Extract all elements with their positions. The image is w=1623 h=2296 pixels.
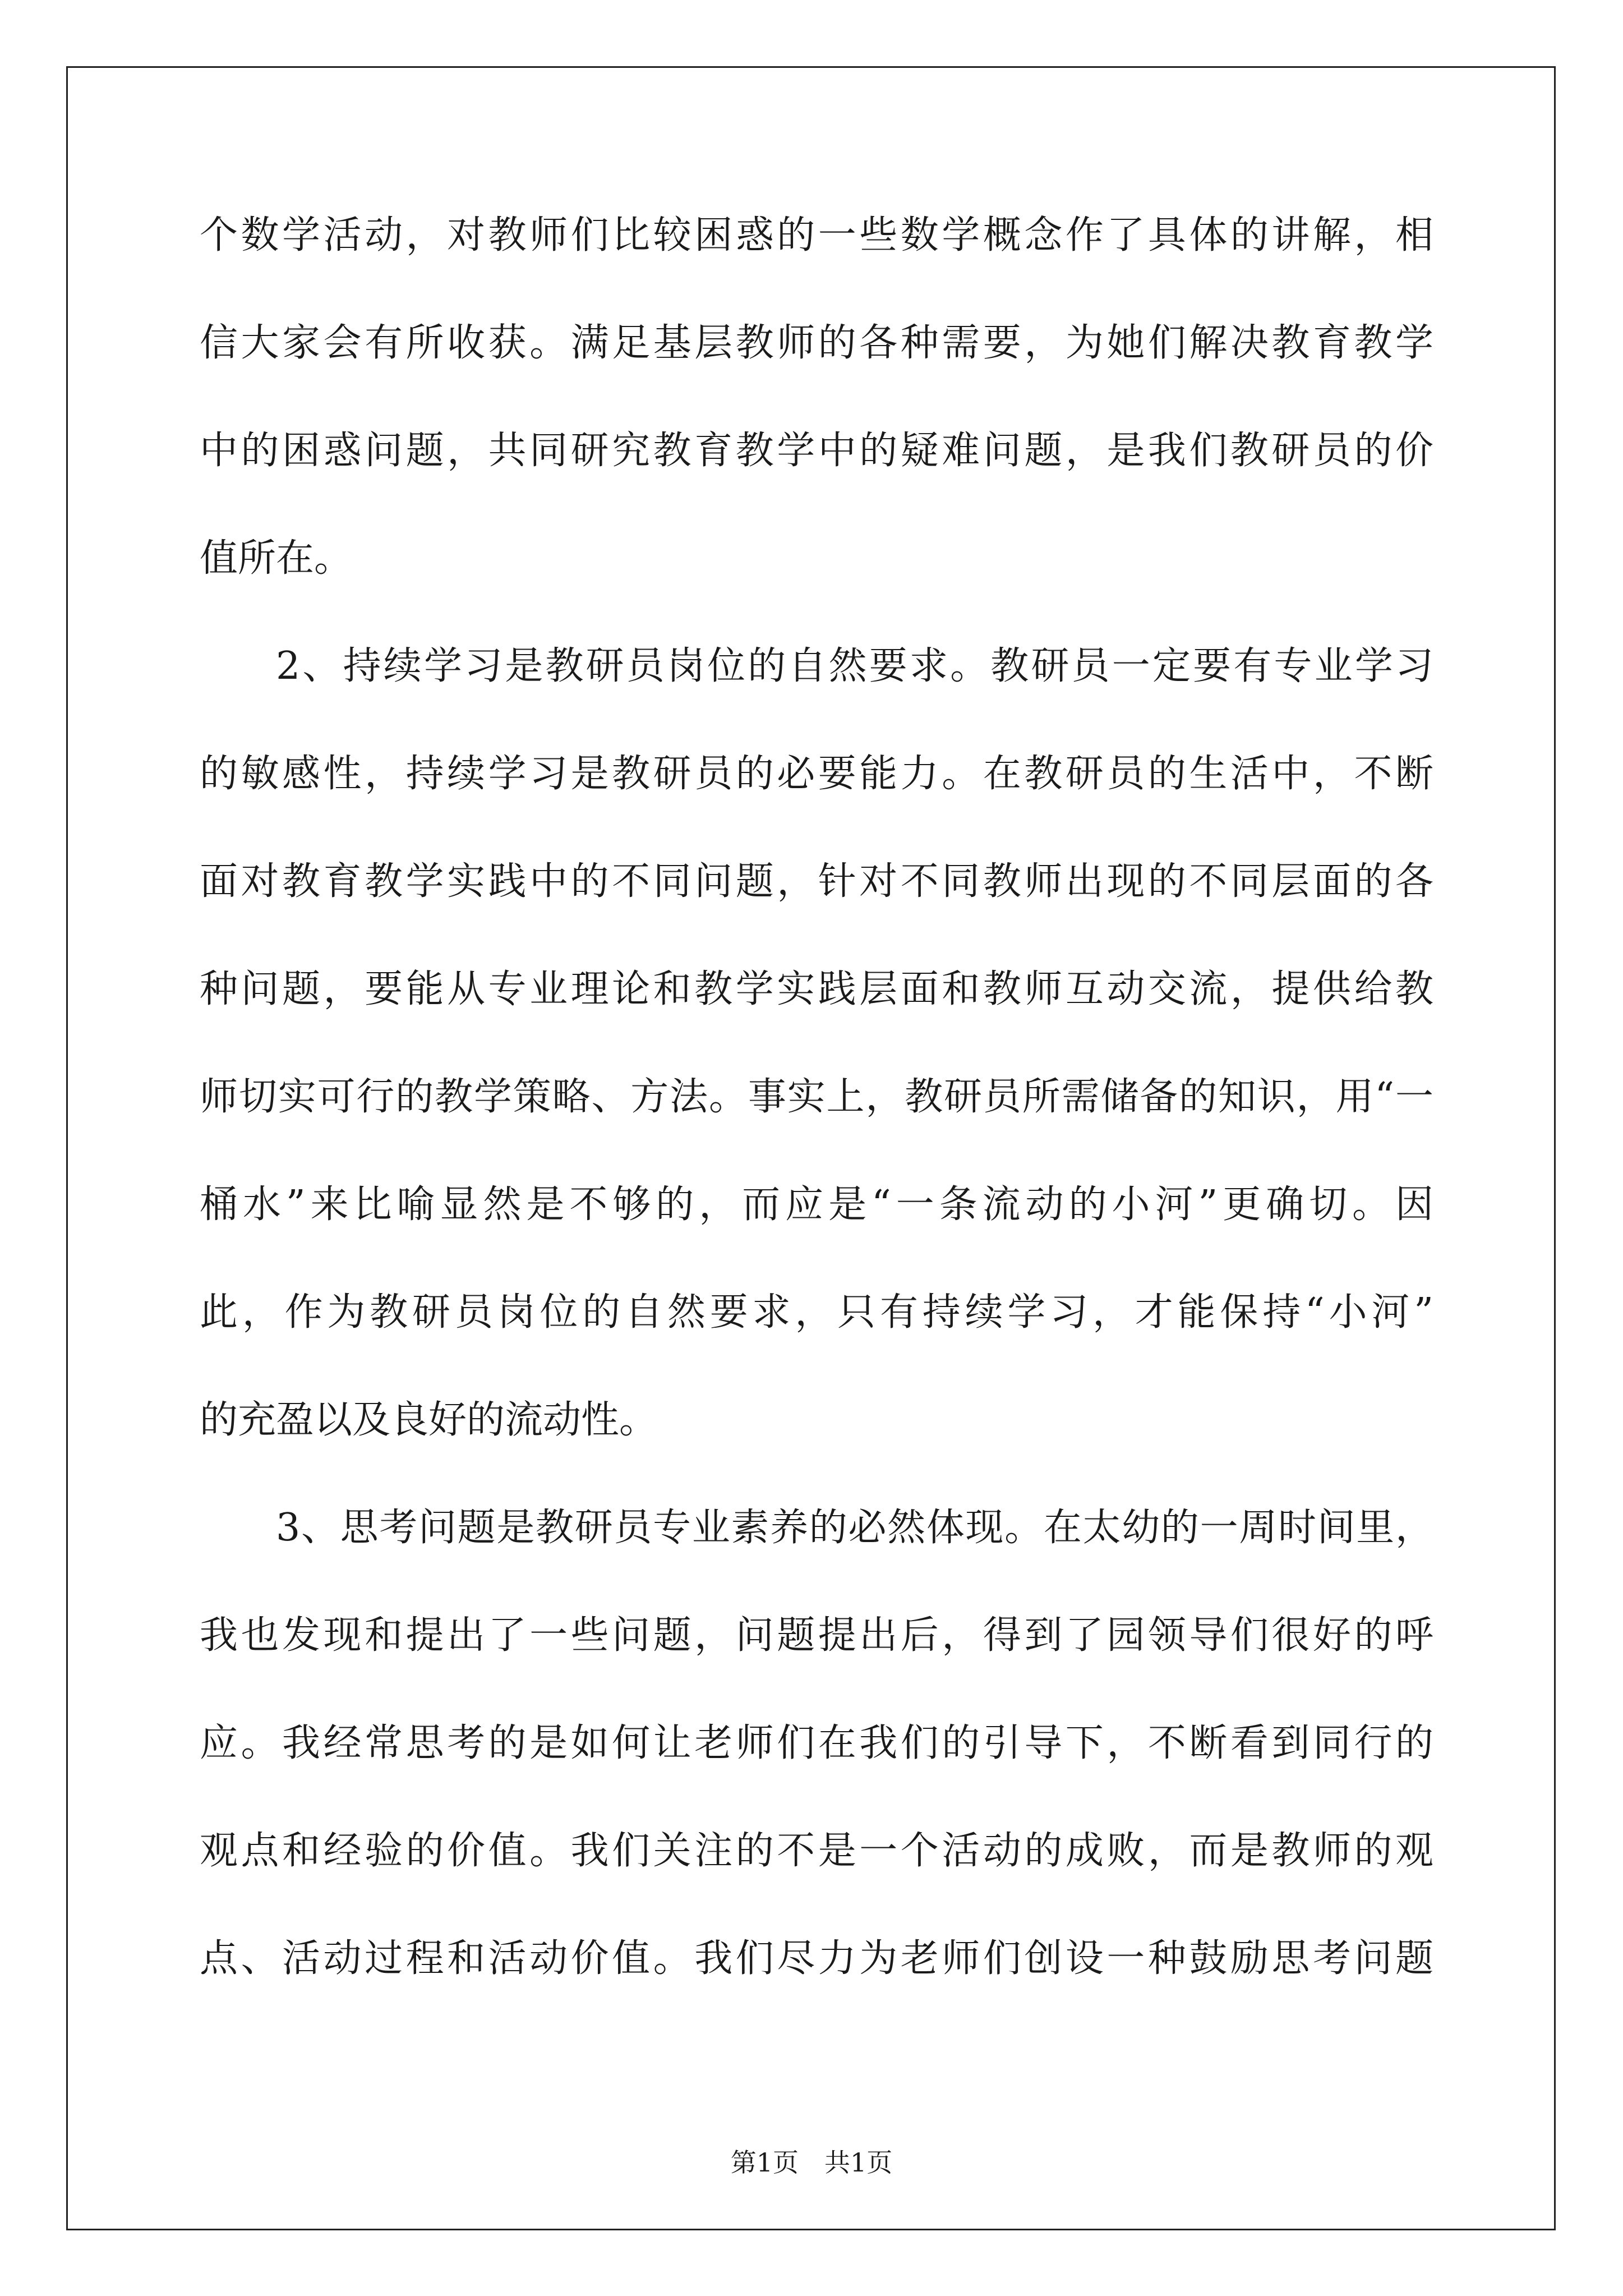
document-body (200, 208, 1433, 2039)
paragraph-first-line: 2、持续学习是教研员岗位的自然要求。教研员一定要有专业学习 (276, 644, 1433, 688)
text-line: 信大家会有所收获。满足基层教师的各种需要，为她们解决教育教学 (200, 321, 1433, 365)
paragraph-first-line: 3、思考问题是教研员专业素养的必然体现。在太幼的一周时间里， (276, 1506, 1433, 1550)
text-line: 个数学活动，对教师们比较困惑的一些数学概念作了具体的讲解，相 (200, 213, 1433, 257)
text-line: 应。我经常思考的是如何让老师们在我们的引导下，不断看到同行的 (200, 1721, 1433, 1765)
text-line: 点、活动过程和活动价值。我们尽力为老师们创设一种鼓励思考问题 (200, 1936, 1433, 1981)
text-line: 种问题，要能从专业理论和教学实践层面和教师互动交流，提供给教 (200, 967, 1433, 1011)
text-line: 的敏感性，持续学习是教研员的必要能力。在教研员的生活中，不断 (200, 752, 1433, 796)
text-line: 观点和经验的价值。我们关注的不是一个活动的成败，而是教师的观 (200, 1829, 1433, 1873)
text-line: 师切实可行的教学策略、方法。事实上，教研员所需储备的知识，用“一 (200, 1075, 1433, 1119)
text-line: 值所在。 (200, 536, 353, 581)
text-line: 的充盈以及良好的流动性。 (200, 1398, 658, 1442)
text-line: 此，作为教研员岗位的自然要求，只有持续学习，才能保持“小河” (200, 1290, 1433, 1335)
text-line: 中的困惑问题，共同研究教育教学中的疑难问题，是我们教研员的价 (200, 429, 1433, 473)
text-line: 面对教育教学实践中的不同问题，针对不同教师出现的不同层面的各 (200, 859, 1433, 904)
page-number-footer: 第1页 共1页 (730, 2147, 893, 2178)
text-line: 我也发现和提出了一些问题，问题提出后，得到了园领导们很好的呼 (200, 1613, 1433, 1658)
text-line: 桶水”来比喻显然是不够的，而应是“一条流动的小河”更确切。因 (200, 1182, 1433, 1227)
